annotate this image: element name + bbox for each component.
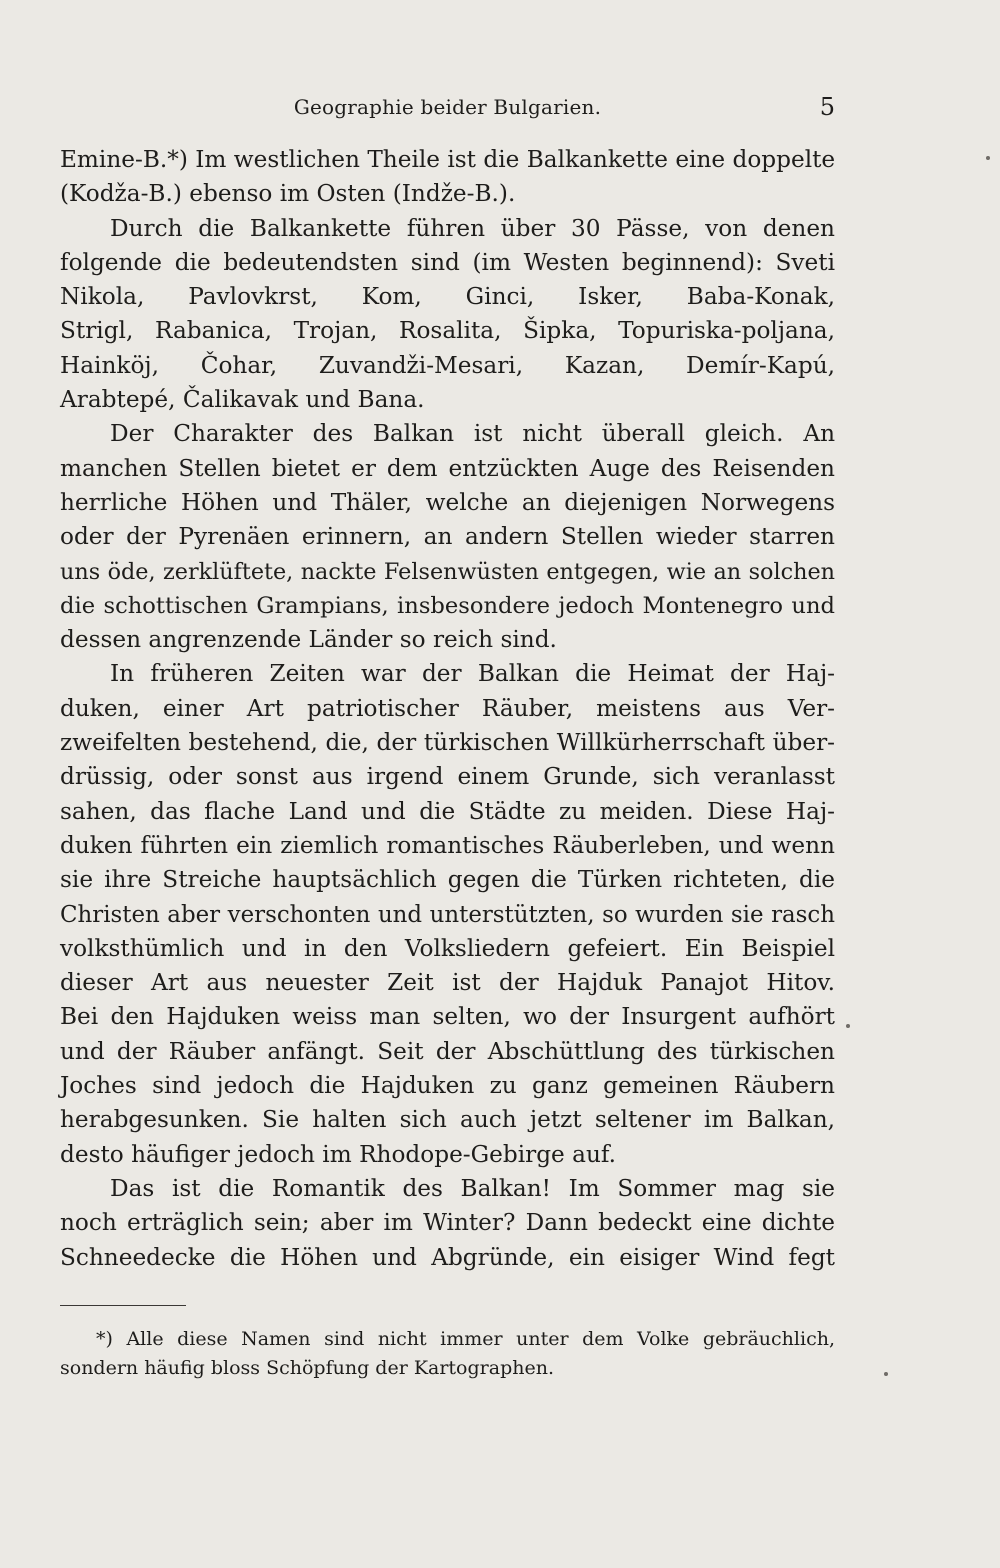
- text-line: uns öde, zerklüftete, nackte Felsenwüsten entgegen, wie an solchen: [60, 558, 835, 585]
- text-line: herabgesunken. Sie halten sich auch jetzt seltener im Balkan,: [60, 1106, 835, 1134]
- text-line: Hainköj, Čohar, Zuvandži-Mesari, Kazan, Demír-Kapú,: [60, 351, 835, 379]
- text-line: duken, einer Art patriotischer Räuber, meistens aus Ver-: [60, 694, 835, 722]
- text-line: manchen Stellen bietet er dem entzückten Auge des Reisenden: [60, 454, 835, 482]
- text-line: Das ist die Romantik des Balkan! Im Sommer mag sie: [110, 1174, 835, 1202]
- text-line: Christen aber verschonten und unterstützten, so wurden sie rasch: [60, 901, 835, 928]
- text-line: zweifelten bestehend, die, der türkischen Willkürherrschaft über-: [60, 729, 835, 757]
- text-line: Strigl, Rabanica, Trojan, Rosalita, Šipka, Topuriska-poljana,: [60, 317, 835, 345]
- footnote-line: *) Alle diese Namen sind nicht immer unter dem Volke gebräuchlich,: [96, 1328, 835, 1350]
- text-line: folgende die bedeutendsten sind (im Westen beginnend): Sveti: [60, 248, 835, 276]
- text-line: Durch die Balkankette führen über 30 Pässe, von denen: [110, 214, 835, 242]
- text-line: Arabtepé, Čalikavak und Bana.: [60, 386, 425, 414]
- text-line: desto häufiger jedoch im Rhodope-Gebirge auf.: [60, 1140, 617, 1168]
- text-line: Bei den Hajduken weiss man selten, wo der Insurgent aufhört: [60, 1003, 835, 1031]
- text-line: dessen angrenzende Länder so reich sind.: [60, 626, 557, 654]
- footnote-line: sondern häufig bloss Schöpfung der Kartographen.: [60, 1357, 554, 1379]
- body-text: [60, 143, 835, 1275]
- text-line: Emine-B.*) Im westlichen Theile ist die Balkankette eine doppelte: [60, 146, 836, 173]
- text-line: Nikola, Pavlovkrst, Kom, Ginci, Isker, Baba-Konak,: [60, 283, 835, 311]
- text-line: sahen, das flache Land und die Städte zu meiden. Diese Haj-: [60, 797, 835, 825]
- paper-speck: [986, 156, 990, 160]
- footnote-divider: [60, 1305, 186, 1306]
- footnote-block: [60, 1325, 835, 1383]
- text-line: duken führten ein ziemlich romantisches Räuberleben, und wenn: [60, 831, 835, 859]
- text-line: oder der Pyrenäen erinnern, an andern Stellen wieder starren: [60, 523, 835, 551]
- text-line: dieser Art aus neuester Zeit ist der Hajduk Panajot Hitov.: [60, 969, 835, 997]
- text-line: Schneedecke die Höhen und Abgründe, ein eisiger Wind fegt: [60, 1243, 835, 1271]
- page-number: 5: [819, 93, 835, 121]
- text-line: In früheren Zeiten war der Balkan die Heimat der Haj-: [110, 660, 835, 688]
- text-line: (Kodža-B.) ebenso im Osten (Indže-B.).: [60, 180, 516, 208]
- paper-speck: [846, 1024, 850, 1028]
- text-line: sie ihre Streiche hauptsächlich gegen die Türken richteten, die: [60, 866, 835, 894]
- running-header: [60, 95, 835, 125]
- text-line: Joches sind jedoch die Hajduken zu ganz gemeinen Räubern: [60, 1072, 835, 1100]
- text-line: noch erträglich sein; aber im Winter? Dann bedeckt eine dichte: [60, 1209, 835, 1237]
- text-line: drüssig, oder sonst aus irgend einem Grunde, sich veranlasst: [60, 763, 835, 791]
- text-line: volksthümlich und in den Volksliedern gefeiert. Ein Beispiel: [60, 934, 835, 962]
- text-line: Der Charakter des Balkan ist nicht überall gleich. An: [110, 420, 835, 448]
- paper-speck: [884, 1372, 888, 1376]
- text-line: die schottischen Grampians, insbesondere jedoch Montenegro und: [60, 592, 835, 619]
- text-line: und der Räuber anfängt. Seit der Abschüttlung des türkischen: [60, 1037, 835, 1065]
- running-title: Geographie beider Bulgarien.: [293, 95, 602, 119]
- text-line: herrliche Höhen und Thäler, welche an diejenigen Norwegens: [60, 488, 835, 516]
